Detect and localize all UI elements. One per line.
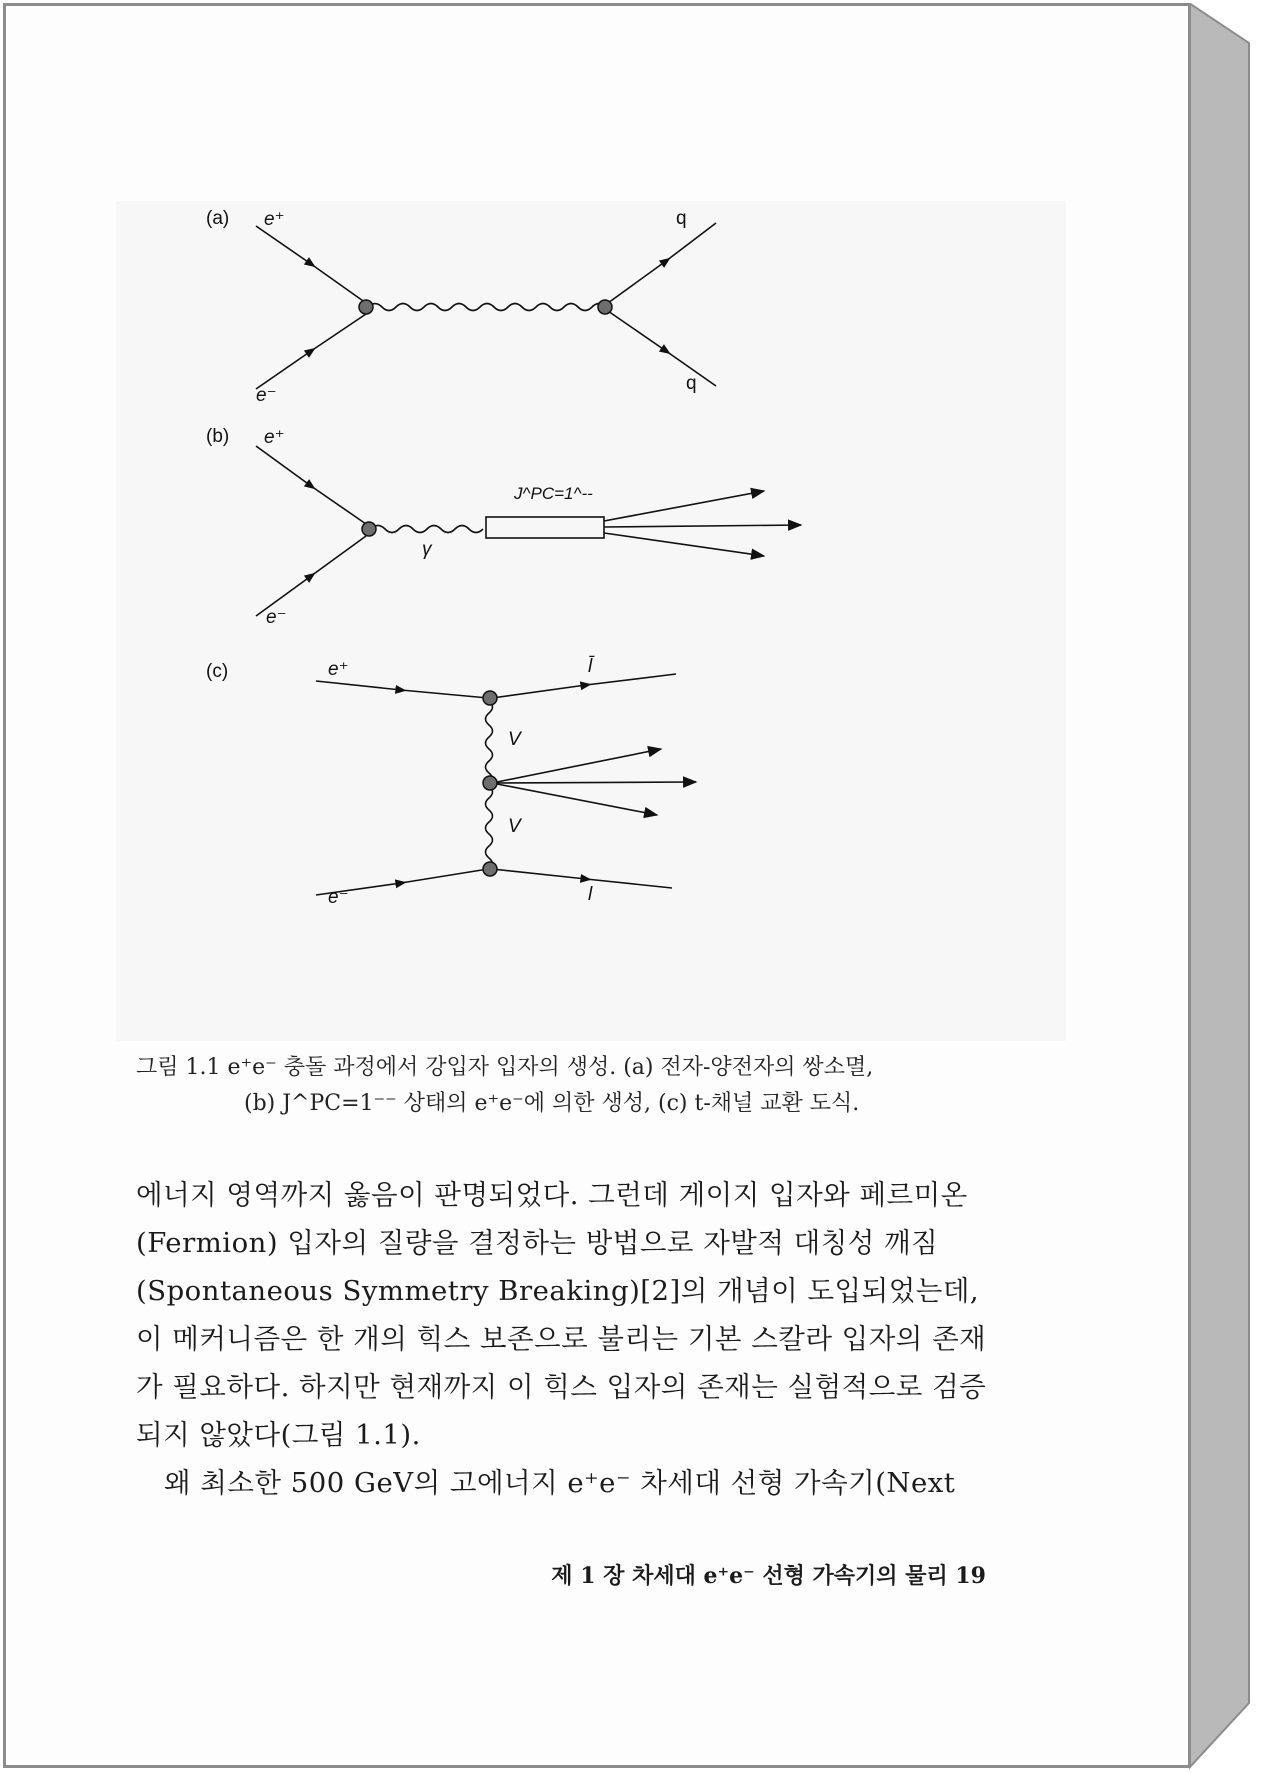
- panel-b-electron-label: e⁻: [266, 607, 287, 628]
- feynman-diagrams-figure: [116, 201, 1066, 1041]
- panel-b-photon-label: γ: [422, 539, 432, 560]
- panel-a-positron-label: e⁺: [264, 209, 285, 230]
- figure-caption: [136, 1050, 1016, 1122]
- produced-line-2: [492, 782, 696, 783]
- boson-wave-c-top: [486, 701, 493, 785]
- produced-line-3: [492, 783, 657, 815]
- vertex-c-bottom: [483, 862, 497, 876]
- paragraph-2: 왜 최소한 500 GeV의 고에너지 e⁺e⁻ 차세대 선형 가속기(Next: [164, 1467, 956, 1499]
- caption-line-2: (b) J^PC=1⁻⁻ 상태의 e⁺e⁻에 의한 생성, (c) t-채널 교환 도식.: [244, 1091, 860, 1116]
- panel-a-label: (a): [206, 208, 230, 229]
- panel-b-label: (b): [206, 426, 230, 447]
- panel-a-diagram: [256, 223, 716, 389]
- decay-line-3: [604, 533, 764, 556]
- vertex-c-middle: [483, 776, 497, 790]
- book-page: [3, 3, 1191, 1768]
- vertex-a-left: [359, 300, 373, 314]
- photon-wave-a: [368, 304, 606, 311]
- panel-a-antiquark-label: q: [686, 373, 697, 394]
- vertex-b: [362, 522, 376, 536]
- produced-line-1: [492, 749, 661, 783]
- lepton-line-c: [492, 869, 586, 879]
- quark-line-a: [608, 261, 666, 303]
- page-stack-edge: [1189, 3, 1269, 1770]
- panel-a-electron-label: e⁻: [256, 385, 277, 406]
- vertex-a-right: [598, 300, 612, 314]
- panel-c-positron-label: e⁺: [328, 659, 349, 680]
- positron-line-b: [256, 446, 311, 486]
- page-footer: 제 1 장 차세대 e⁺e⁻ 선형 가속기의 물리 19: [551, 1563, 986, 1589]
- caption-line-1: 그림 1.1 e⁺e⁻ 충돌 과정에서 강입자 입자의 생성. (a) 전자-양전자의 쌍소멸,: [136, 1055, 874, 1080]
- paragraph-1: 에너지 영역까지 옳음이 판명되었다. 그런데 게이지 입자와 페르미온(Fermion) 입자의 질량을 결정하는 방법으로 자발적 대칭성 깨짐(Spontaneous Symmetry Breaking)[2]의 개념이 도입되었는데, 이 메커니즘은 한 개의 힉스 보존으로 불리는 기본 스칼라 입자의 존재가 필요하다. 하지만 현재까지 이 힉스 입자의 존재는 실험적으로 검증되지 않았다(그림 1.1).: [136, 1179, 987, 1451]
- resonance-box: [486, 517, 604, 538]
- antilepton-line-c: [492, 685, 586, 698]
- panel-c-boson-top-label: V: [508, 729, 521, 750]
- vertex-c-top: [483, 691, 497, 705]
- panel-c-diagram: [316, 674, 696, 895]
- panel-c-electron-label: e⁻: [328, 887, 349, 908]
- antiquark-line-a: [608, 311, 666, 351]
- panel-c-boson-bottom-label: V: [508, 816, 521, 837]
- panel-c-label: (c): [206, 661, 229, 682]
- panel-b-diagram: [256, 446, 801, 616]
- panel-b-state-label: J^PC=1^--: [514, 484, 593, 503]
- panel-c-antilepton-label: l̄: [588, 656, 593, 677]
- decay-line-2: [604, 525, 801, 527]
- decay-line-1: [604, 491, 764, 521]
- panel-c-lepton-label: l: [588, 884, 593, 905]
- photon-wave-b: [371, 526, 483, 533]
- boson-wave-c-bottom: [486, 786, 493, 870]
- positron-line-a: [256, 226, 311, 264]
- body-text: [136, 1171, 1006, 1507]
- feynman-diagrams-svg: [116, 201, 1066, 1041]
- panel-b-positron-label: e⁺: [264, 427, 285, 448]
- panel-a-quark-label: q: [676, 208, 687, 229]
- positron-line-c: [316, 681, 401, 690]
